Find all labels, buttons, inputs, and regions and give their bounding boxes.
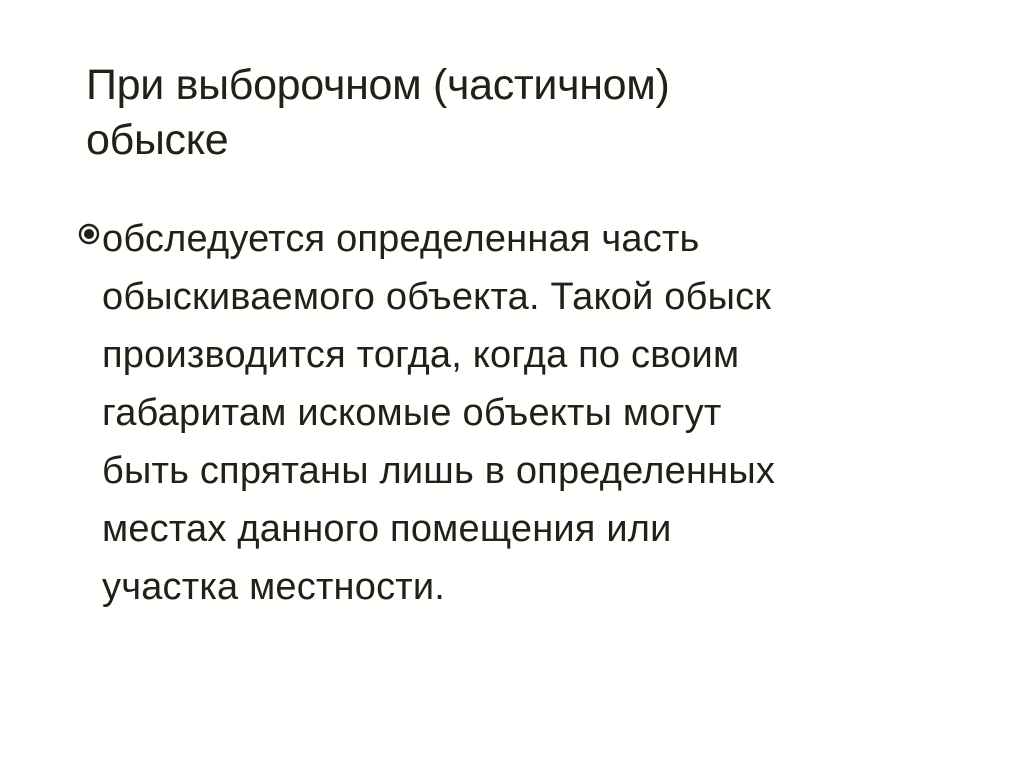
bullet-item — [78, 210, 978, 616]
slide-title-line: При выборочном (частичном) — [86, 61, 670, 109]
bullet-text-line: участка местности. — [102, 566, 446, 608]
bullet-text-line: обыскиваемого объекта. Такой обыск — [102, 276, 772, 318]
slide-title-line: обыске — [86, 116, 229, 164]
bullet-text-line: быть спрятаны лишь в определенных — [102, 450, 776, 492]
bullet-text-line: местах данного помещения или — [102, 508, 672, 550]
circled-dot-icon — [78, 223, 100, 245]
slide-title — [86, 58, 946, 168]
bullet-text-line: габаритам искомые объекты могут — [102, 392, 722, 434]
bullet-text-line: производится тогда, когда по своим — [102, 334, 740, 376]
bullet-text-line: обследуется определенная часть — [102, 218, 700, 260]
bullet-text — [78, 210, 978, 616]
